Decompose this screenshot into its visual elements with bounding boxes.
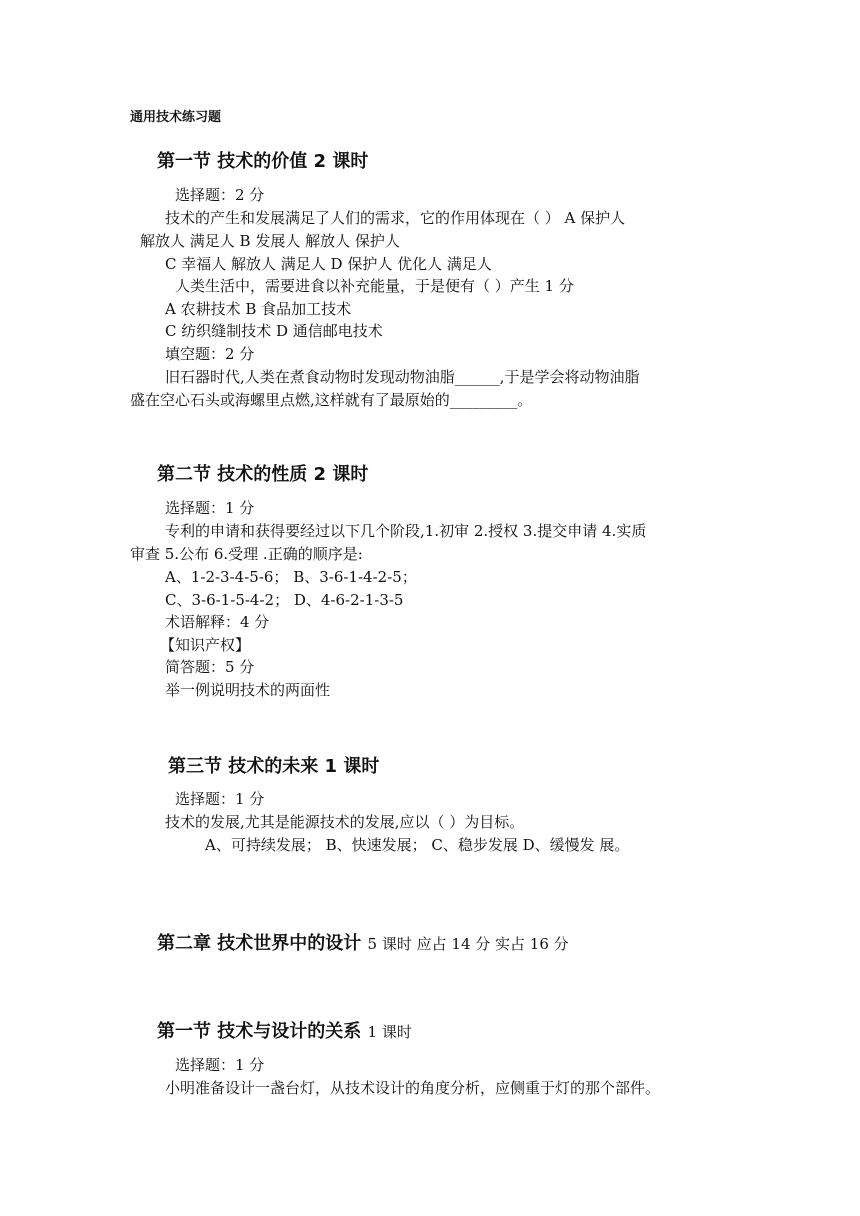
chapter-title: 第二章 技术世界中的设计 bbox=[157, 933, 362, 954]
question-text: 人类生活中，需要进食以补充能量，于是便有（ ）产生 1 分 bbox=[175, 277, 574, 295]
section-heading-tech-future: 第三节 技术的未来 1 课时 bbox=[168, 756, 380, 777]
question-text: 技术的发展,尤其是能源技术的发展,应以（ ）为目标。 bbox=[165, 813, 525, 831]
answer-options: A 农耕技术 B 食品加工技术 bbox=[165, 300, 352, 318]
question-type-label: 选择题：1 分 bbox=[175, 790, 265, 808]
answer-options: A、1-2-3-4-5-6； B、3-6-1-4-2-5； bbox=[165, 568, 417, 586]
question-type-label: 填空题：2 分 bbox=[165, 345, 255, 363]
answer-options: A、可持续发展； B、快速发展； C、稳步发展 D、缓慢发 展。 bbox=[205, 836, 630, 854]
question-text: 解放人 满足人 B 发展人 解放人 保护人 bbox=[140, 232, 400, 250]
question-text: 盛在空心石头或海螺里点燃,这样就有了最原始的_________。 bbox=[130, 391, 533, 409]
question-type-label: 选择题：1 分 bbox=[175, 1056, 265, 1074]
chapter-heading-design bbox=[157, 932, 569, 956]
section-heading-tech-design-relation bbox=[157, 1020, 412, 1044]
chapter-meta: 5 课时 应占 14 分 实占 16 分 bbox=[367, 935, 569, 953]
document-title: 通用技术练习题 bbox=[130, 110, 222, 125]
answer-options: C、3-6-1-5-4-2； D、4-6-2-1-3-5 bbox=[165, 591, 404, 609]
question-type-label: 选择题：1 分 bbox=[165, 499, 255, 517]
answer-options: C 幸福人 解放人 满足人 D 保护人 优化人 满足人 bbox=[165, 255, 492, 273]
question-text: 审查 5.公布 6.受理 .正确的顺序是: bbox=[130, 545, 363, 563]
question-type-label: 简答题：5 分 bbox=[165, 658, 255, 676]
section-heading-tech-nature: 第二节 技术的性质 2 课时 bbox=[157, 464, 369, 485]
question-type-label: 选择题：2 分 bbox=[175, 186, 265, 204]
question-text: 技术的产生和发展满足了人们的需求，它的作用体现在（ ） A 保护人 bbox=[165, 209, 626, 227]
term-label: 【知识产权】 bbox=[160, 636, 251, 654]
question-text: 专利的申请和获得要经过以下几个阶段,1.初审 2.授权 3.提交申请 4.实质 bbox=[165, 522, 647, 540]
question-text: 举一例说明技术的两面性 bbox=[165, 681, 331, 699]
question-text: 旧石器时代,人类在煮食动物时发现动物油脂______,于是学会将动物油脂 bbox=[165, 368, 640, 386]
section-heading-tech-value: 第一节 技术的价值 2 课时 bbox=[157, 151, 369, 172]
question-type-label: 术语解释：4 分 bbox=[165, 613, 270, 631]
section-title: 第一节 技术与设计的关系 bbox=[157, 1021, 362, 1042]
section-meta: 1 课时 bbox=[367, 1023, 412, 1041]
question-text: 小明准备设计一盏台灯，从技术设计的角度分析，应侧重于灯的那个部件。 bbox=[165, 1079, 661, 1097]
answer-options: C 纺织缝制技术 D 通信邮电技术 bbox=[165, 322, 383, 340]
